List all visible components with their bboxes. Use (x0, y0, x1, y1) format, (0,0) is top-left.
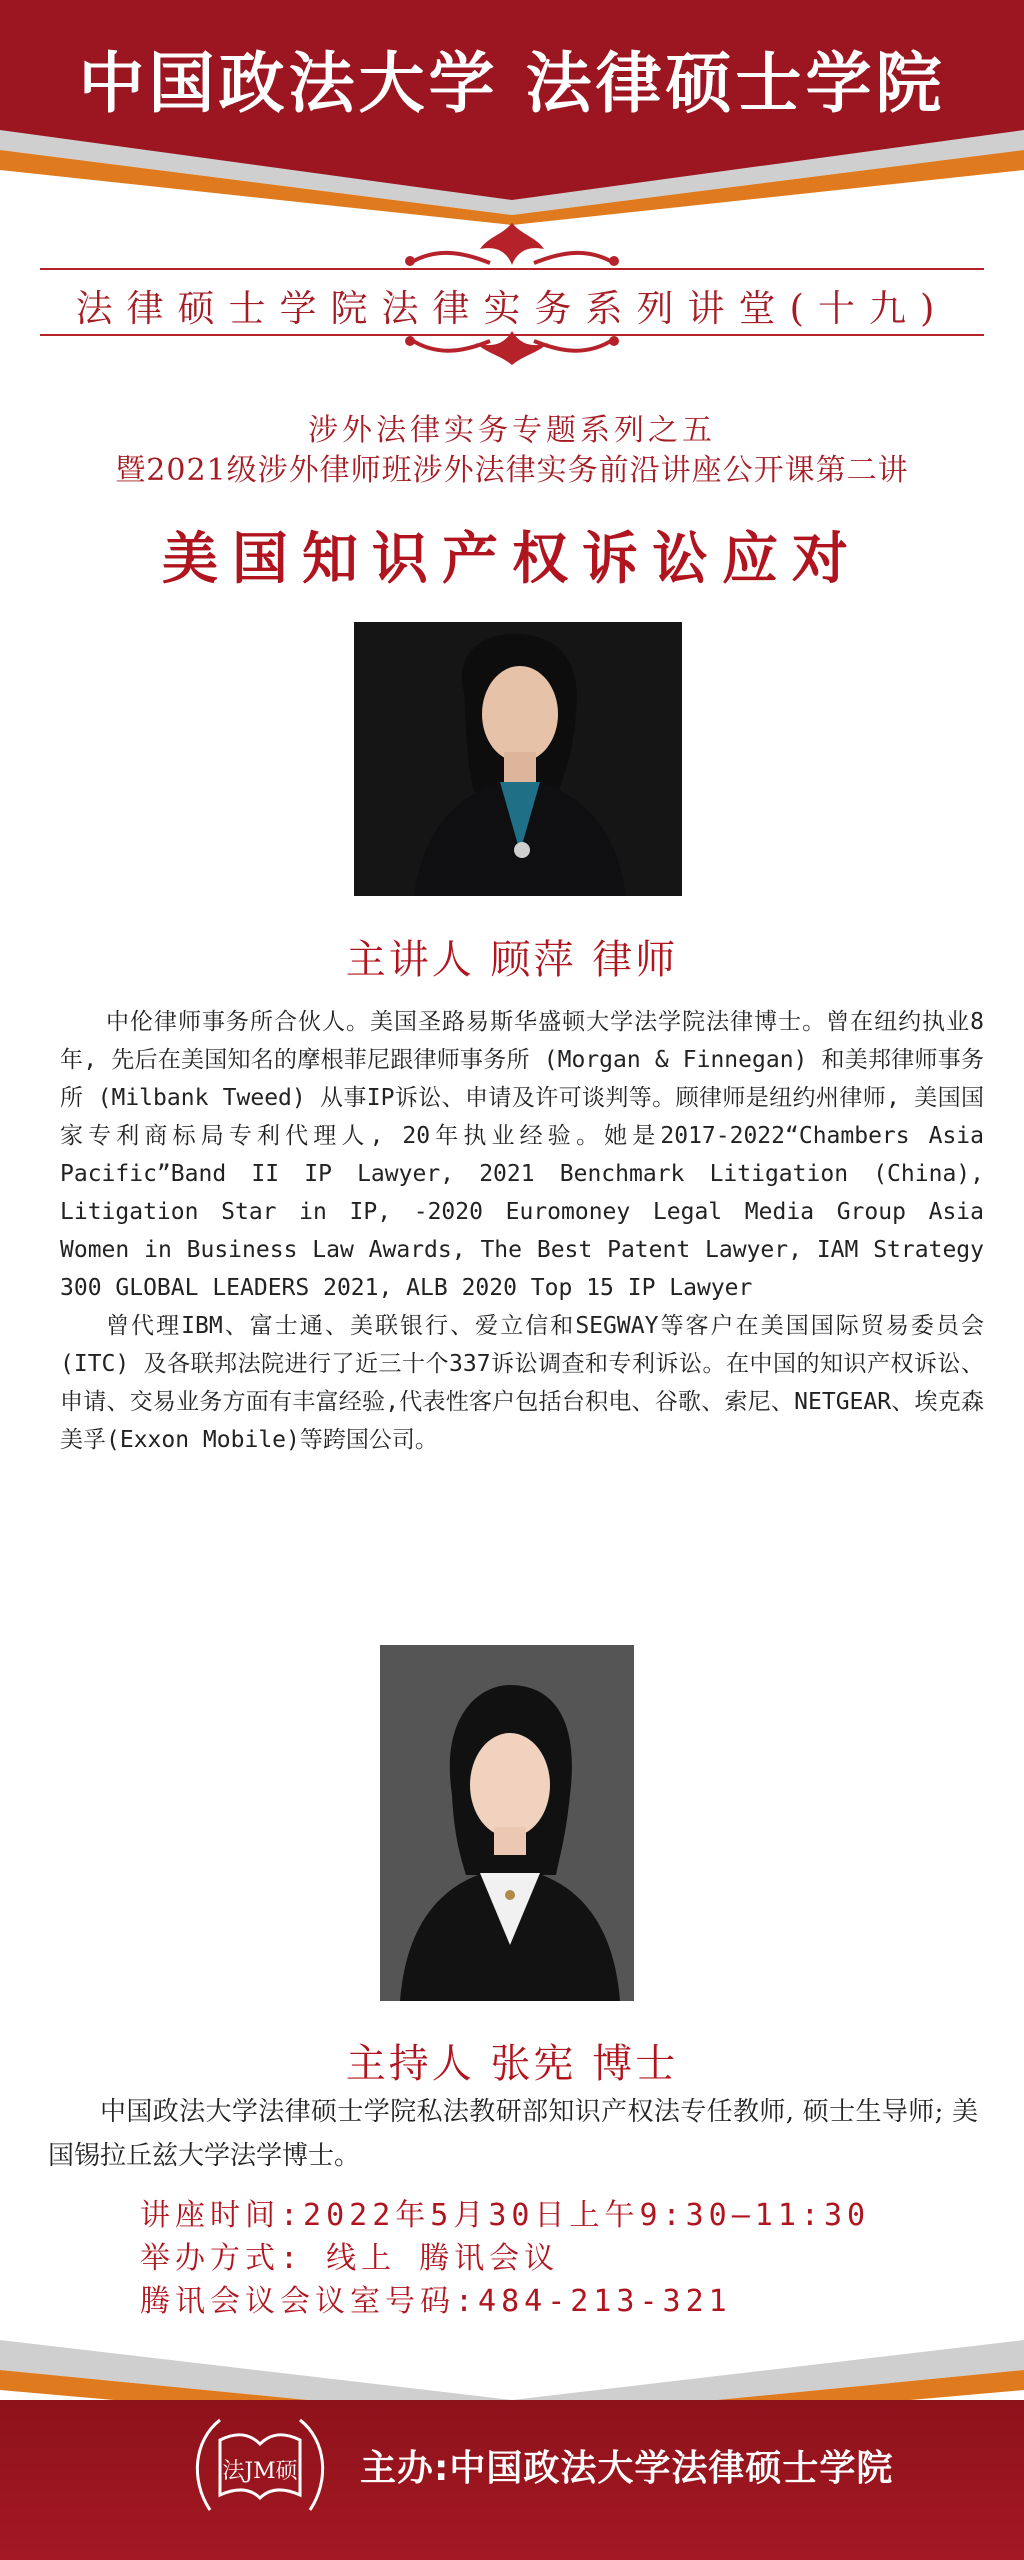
host-bio-paragraph: 中国政法大学法律硕士学院私法教研部知识产权法专任教师, 硕士生导师; 美国锡拉丘兹大学法学博士。 (48, 2097, 978, 2171)
speaker-bio-paragraph: 中伦律师事务所合伙人。美国圣路易斯华盛顿大学法学院法律博士。曾在纽约执业8年, 先后在美国知名的摩根菲尼跟律师事务所 (Morgan & Finnegan) 和美邦律师事务所 (Milbank Tweed) 从事IP诉讼、申请及许可谈判等。顾律师是纽约州律师, 美国国家专利商标局专利代理人, 20年执业经验。她是2017-2022“Chambers Asia Pacific”Band II IP Lawyer, 2021 Benchmark Litigation (China), Litigation Star in IP, -2020 Euromoney Legal Media Group Asia Women in Business Law Awards, The Best Patent Lawyer, IAM Strategy 300 GLOBAL LEADERS 2021, ALB 2020 Top 15 IP Lawyer (60, 1009, 984, 1301)
speaker-bio (60, 1003, 984, 1459)
subtitle-lecture: 暨2021级涉外律师班涉外法律实务前沿讲座公开课第二讲 (115, 453, 909, 488)
school-logo (180, 2400, 340, 2550)
host-role-label: 主持人 张宪 博士 (345, 2041, 679, 2087)
series-title: 法律硕士学院法律实务系列讲堂(十九) (75, 287, 949, 330)
divider-top (40, 268, 984, 270)
speaker-bio-paragraph: 曾代理IBM、富士通、美联银行、爱立信和SEGWAY等客户在美国国际贸易委员会 (ITC) 及各联邦法院进行了近三十个337诉讼调查和专利诉讼。在中国的知识产权诉讼、申请、交易业务方面有丰富经验,代表性客户包括台积电、谷歌、索尼、NETGEAR、埃克森美孚(Exxon Mobile)等跨国公司。 (60, 1313, 984, 1453)
lecture-method: 举办方式: 线上 腾讯会议 (140, 2241, 560, 2276)
subtitle-series-topic: 涉外法律实务专题系列之五 (308, 413, 716, 448)
ornament-bottom (390, 325, 634, 380)
host-bio (48, 2090, 978, 2178)
speaker-photo (354, 622, 682, 896)
host-photo (380, 1645, 634, 2001)
meeting-room-number: 腾讯会议会议室号码:484-213-321 (140, 2284, 732, 2319)
organizer-label: 主办:中国政法大学法律硕士学院 (360, 2448, 894, 2489)
main-title: 美国知识产权诉讼应对 (162, 527, 862, 592)
header-title: 中国政法大学 法律硕士学院 (78, 44, 946, 122)
lecture-time: 讲座时间:2022年5月30日上午9:30—11:30 (140, 2198, 871, 2233)
ornament-top (390, 215, 634, 275)
logo-text: 法JM硕 (222, 2459, 298, 2484)
speaker-role-label: 主讲人 顾萍 律师 (345, 937, 679, 983)
